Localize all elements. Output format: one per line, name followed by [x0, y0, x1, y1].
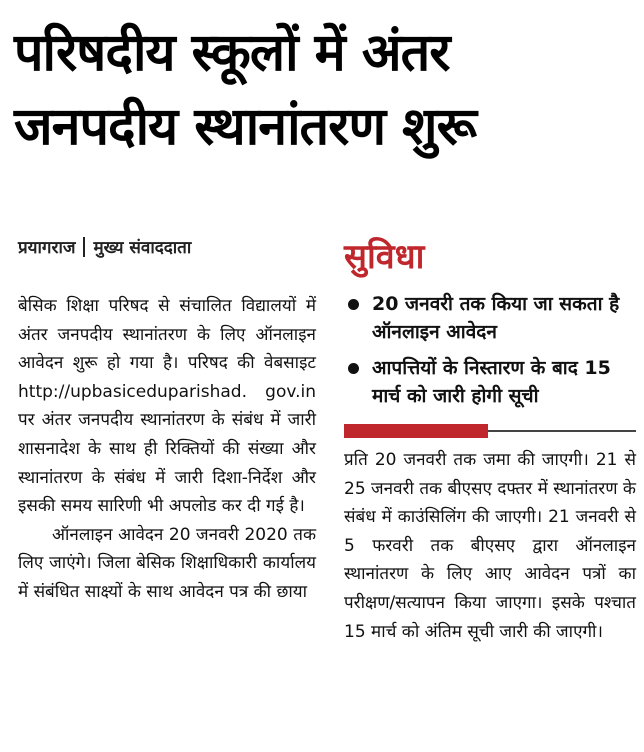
bullet-dot-icon — [348, 363, 359, 374]
left-column — [18, 292, 316, 607]
headline-line-1: परिषदीय स्कूलों में अंतर — [14, 23, 450, 83]
page-bottom-edge — [0, 742, 644, 752]
divider-line — [488, 430, 636, 432]
byline-separator — [83, 237, 85, 257]
left-paragraph-2: ऑनलाइन आवेदन 20 जनवरी 2020 तक लिए जाएंगे। जिला बेसिक शिक्षाधिकारी कार्यालय में संबंधित साक्ष्यों के साथ आवेदन पत्र की छाया — [18, 524, 316, 602]
headline-line-2: जनपदीय स्थानांतरण शुरू — [14, 97, 476, 157]
facility-box-title: सुविधा — [344, 237, 425, 277]
right-column — [344, 232, 636, 646]
bullet-dot-icon — [348, 299, 359, 310]
divider-accent-bar — [344, 424, 488, 438]
facility-bullet-text: आपत्तियों के निस्तारण के बाद 15 मार्च को जारी होगी सूची — [372, 357, 611, 407]
facility-bullet-list — [344, 290, 636, 410]
byline — [18, 235, 191, 258]
left-paragraph-1: बेसिक शिक्षा परिषद से संचालित विद्यालयों में अंतर जनपदीय स्थानांतरण के लिए ऑनलाइन आवेदन शुरू हो गया है। परिषद की वेबसाइट http://upbasiceduparishad. gov.in पर अंतर जनपदीय स्थानांतरण के संबंध में जारी शासनादेश के साथ ही रिक्तियों की संख्या और स्थानांतरण के संबंध में जारी दिशा-निर्देश और इसकी समय सारिणी भी अपलोड कर दी गई है। — [18, 296, 316, 517]
right-column-text: प्रति 20 जनवरी तक जमा की जाएगी। 21 से 25 जनवरी तक बीएसए दफ्तर में स्थानांतरण के संबंध में काउंसिलिंग की जाएगी। 21 जनवरी से 5 फरवरी तक बीएसए द्वारा ऑनलाइन स्थानांतरण के लिए आए आवेदन पत्रों का परीक्षण/सत्यापन किया जाएगा। इसके पश्चात 15 मार्च को अंतिम सूची जारी की जाएगी। — [344, 450, 636, 642]
byline-author: मुख्य संवाददाता — [93, 238, 192, 258]
facility-bullet-item — [344, 290, 636, 346]
facility-bullet-item — [344, 354, 636, 410]
headline — [14, 16, 634, 164]
facility-bullet-text: 20 जनवरी तक किया जा सकता है ऑनलाइन आवेदन — [372, 293, 620, 343]
byline-location: प्रयागराज — [18, 238, 76, 258]
section-divider — [344, 424, 636, 438]
